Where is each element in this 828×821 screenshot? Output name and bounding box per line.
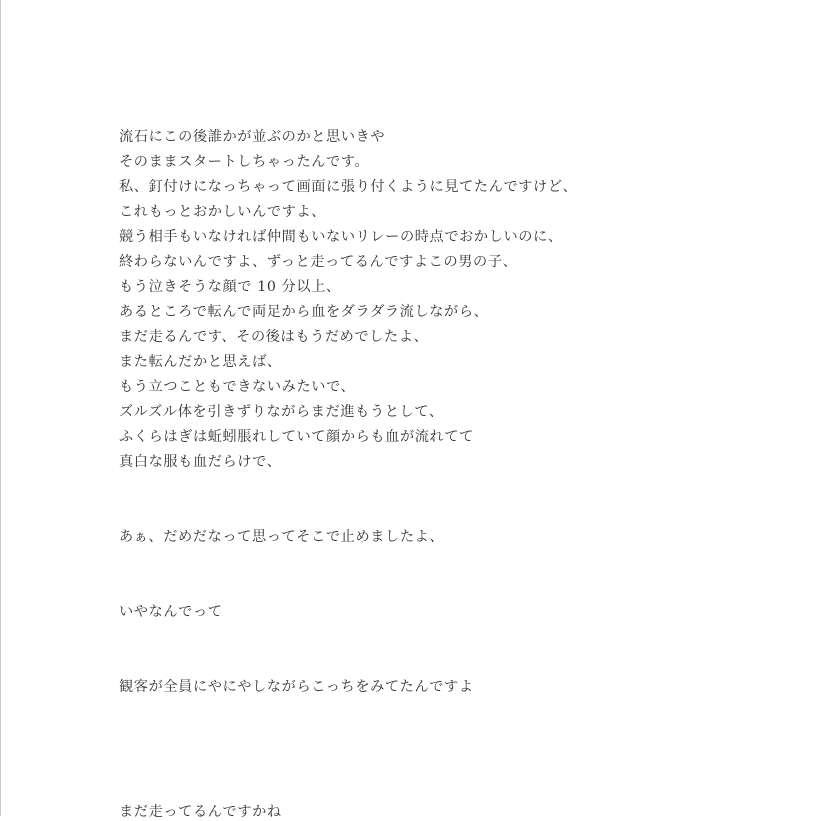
body-line: これもっとおかしいんですよ、 — [119, 204, 327, 220]
body-line: ズルズル体を引きずりながらまだ進もうとして、 — [119, 404, 444, 420]
body-line: まだ走るんです、その後はもうだめでしたよ、 — [119, 329, 429, 345]
body-line: あるところで転んで両足から血をダラダラ流しながら、 — [119, 304, 489, 320]
body-line: あぁ、だめだなって思ってそこで止めましたよ、 — [119, 529, 445, 545]
body-line: 真白な服も血だらけで、 — [119, 454, 282, 470]
body-line: ふくらはぎは蚯蚓脹れしていて顔からも血が流れてて — [119, 429, 474, 445]
body-line: 終わらないんですよ、ずっと走ってるんですよこの男の子、 — [119, 254, 518, 270]
body-line: いやなんでって — [119, 604, 223, 620]
body-line: もう立つこともできないみたいで、 — [119, 379, 356, 395]
body-line: 流石にこの後誰かが並ぶのかと思いきや — [119, 129, 386, 145]
body-line: まだ走ってるんですかね — [119, 804, 282, 820]
body-line: 観客が全員にやにやしながらこっちをみてたんですよ — [119, 679, 474, 695]
page-edge-divider — [0, 0, 1, 816]
body-line: そのままスタートしちゃったんです。 — [119, 154, 370, 170]
body-line: また転んだかと思えば、 — [119, 354, 282, 370]
body-line: もう泣きそうな顔で 10 分以上、 — [119, 279, 341, 295]
body-line: 私、釘付けになっちゃって画面に張り付くように見てたんですけど、 — [119, 179, 578, 195]
body-line: 競う相手もいなければ仲間もいないリレーの時点でおかしいのに、 — [119, 229, 563, 245]
